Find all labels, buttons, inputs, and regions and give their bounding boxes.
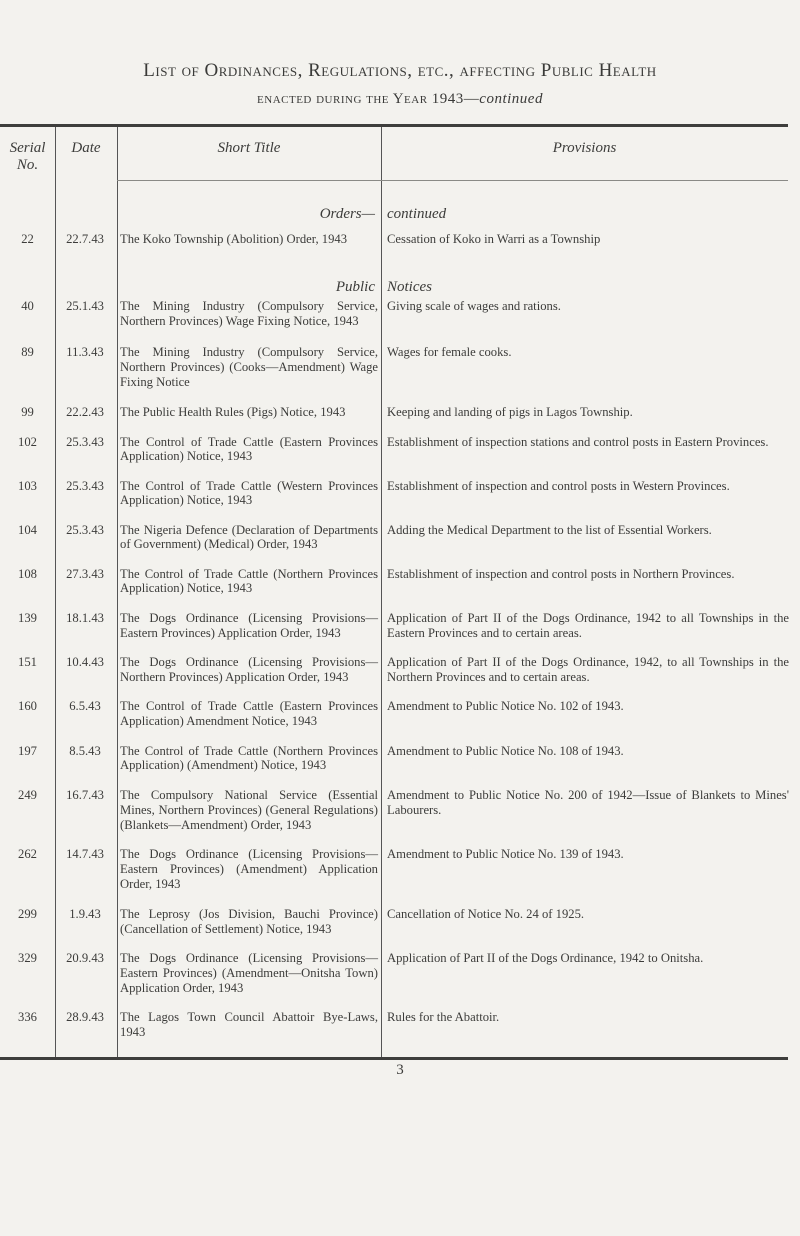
page-subtitle xyxy=(0,91,800,108)
serial-number: 108 xyxy=(18,566,37,581)
page-title: List of Ordinances, Regulations, etc., affecting Public Health xyxy=(143,60,657,81)
short-title: The Control of Trade Cattle (Northern Provinces Application) (Amendment) Notice, 1943 xyxy=(120,743,378,773)
row-date: 11.3.43 xyxy=(66,344,104,359)
serial-number: 160 xyxy=(18,698,37,713)
provisions: Application of Part II of the Dogs Ordinance, 1942 to Onitsha. xyxy=(387,951,704,966)
row-date: 27.3.43 xyxy=(66,566,104,581)
row-date: 25.3.43 xyxy=(66,478,104,493)
provisions: Rules for the Abattoir. xyxy=(387,1010,500,1025)
section-label-continued: continued xyxy=(387,206,447,222)
page-number: 3 xyxy=(396,1062,404,1078)
provisions: Cessation of Koko in Warri as a Township xyxy=(387,232,601,246)
provisions: Giving scale of wages and rations. xyxy=(387,299,561,314)
row-date: 28.9.43 xyxy=(66,1010,104,1025)
provisions: Amendment to Public Notice No. 200 of 1942—Issue of Blankets to Mines' Labourers. xyxy=(387,788,789,818)
section-label-public: Public xyxy=(335,278,375,295)
provisions: Establishment of inspection and control posts in Northern Provinces. xyxy=(387,566,735,581)
provisions: Establishment of inspection and control posts in Western Provinces. xyxy=(387,478,730,493)
row-date: 16.7.43 xyxy=(66,788,104,803)
row-date: 25.3.43 xyxy=(66,522,104,537)
serial-number: 151 xyxy=(18,654,37,669)
header-rule xyxy=(117,180,381,181)
header-serial-line2: No. xyxy=(16,157,39,173)
serial-number: 40 xyxy=(21,299,34,314)
provisions: Keeping and landing of pigs in Lagos Township. xyxy=(387,404,633,419)
serial-number: 197 xyxy=(18,743,37,758)
row-date: 25.1.43 xyxy=(66,299,104,314)
subtitle-continued: continued xyxy=(479,91,543,107)
table-bottom-rule xyxy=(0,1057,788,1060)
serial-number: 262 xyxy=(18,847,37,862)
short-title: The Control of Trade Cattle (Eastern Provinces Application) Amendment Notice, 1943 xyxy=(120,698,378,728)
short-title: The Koko Township (Abolition) Order, 1943 xyxy=(120,232,348,246)
short-title: The Dogs Ordinance (Licensing Provisions—Northern Provinces) Application Order, 1943 xyxy=(120,654,378,684)
row-date: 18.1.43 xyxy=(66,610,104,625)
provisions: Wages for female cooks. xyxy=(387,344,512,359)
serial-number: 103 xyxy=(18,478,37,493)
short-title: The Control of Trade Cattle (Northern Provinces Application) Notice, 1943 xyxy=(120,566,378,596)
short-title: The Dogs Ordinance (Licensing Provisions—Eastern Provinces) (Amendment—Onitsha Town) Application Order, 1943 xyxy=(120,951,378,995)
provisions: Cancellation of Notice No. 24 of 1925. xyxy=(387,907,585,922)
header-serial xyxy=(0,140,55,174)
section-label-orders: Orders— xyxy=(319,206,375,222)
header-provisions: Provisions xyxy=(552,140,617,156)
row-date: 22.2.43 xyxy=(66,404,104,419)
short-title: The Mining Industry (Compulsory Service, Northern Provinces) Wage Fixing Notice, 1943 xyxy=(120,299,378,329)
row-date: 10.4.43 xyxy=(66,654,104,669)
short-title: The Control of Trade Cattle (Western Provinces Application) Notice, 1943 xyxy=(120,478,378,508)
serial-number: 99 xyxy=(21,404,34,419)
subtitle-prefix: enacted during the Year 1943— xyxy=(257,91,480,107)
row-date: 6.5.43 xyxy=(69,698,101,713)
provisions: Amendment to Public Notice No. 108 of 1943. xyxy=(387,743,624,758)
header-rule xyxy=(381,180,788,181)
serial-number: 104 xyxy=(18,522,37,537)
header-date: Date xyxy=(71,140,101,156)
row-date: 20.9.43 xyxy=(66,951,104,966)
serial-number: 22 xyxy=(21,232,34,246)
short-title: The Dogs Ordinance (Licensing Provisions—Eastern Provinces) (Amendment) Application Order, 1943 xyxy=(120,847,378,891)
serial-number: 139 xyxy=(18,610,37,625)
header-serial-line1: Serial xyxy=(9,140,46,156)
serial-number: 336 xyxy=(18,1010,37,1025)
serial-number: 249 xyxy=(18,788,37,803)
row-date: 1.9.43 xyxy=(69,907,101,922)
row-date: 25.3.43 xyxy=(66,434,104,449)
column-divider xyxy=(117,127,118,1057)
short-title: The Public Health Rules (Pigs) Notice, 1943 xyxy=(120,404,346,419)
provisions: Application of Part II of the Dogs Ordinance, 1942, to all Townships in the Northern Provinces and to certain areas. xyxy=(387,654,789,684)
provisions: Amendment to Public Notice No. 102 of 1943. xyxy=(387,698,624,713)
header-short-title: Short Title xyxy=(217,140,281,156)
short-title: The Lagos Town Council Abattoir Bye-Laws, 1943 xyxy=(120,1010,378,1039)
short-title: The Compulsory National Service (Essential Mines, Northern Provinces) (General Regulations) (Blankets—Amendment) Order, 1943 xyxy=(120,788,378,833)
row-date: 8.5.43 xyxy=(69,743,101,758)
short-title: The Control of Trade Cattle (Eastern Provinces Application) Notice, 1943 xyxy=(120,434,378,464)
serial-number: 102 xyxy=(18,434,37,449)
serial-number: 299 xyxy=(18,907,37,922)
serial-number: 89 xyxy=(21,344,34,359)
column-divider xyxy=(381,127,382,1057)
short-title: The Mining Industry (Compulsory Service, Northern Provinces) (Cooks—Amendment) Wage Fixing Notice xyxy=(120,344,378,389)
row-date: 22.7.43 xyxy=(66,232,104,246)
provisions: Establishment of inspection stations and control posts in Eastern Provinces. xyxy=(387,434,769,449)
serial-number: 329 xyxy=(18,951,37,966)
provisions: Amendment to Public Notice No. 139 of 1943. xyxy=(387,847,624,862)
row-date: 14.7.43 xyxy=(66,847,104,862)
short-title: The Leprosy (Jos Division, Bauchi Province) (Cancellation of Settlement) Notice, 1943 xyxy=(120,907,378,936)
table-top-rule xyxy=(0,124,788,127)
provisions: Application of Part II of the Dogs Ordinance, 1942 to all Townships in the Eastern Provinces and to certain areas. xyxy=(387,610,789,640)
short-title: The Dogs Ordinance (Licensing Provisions—Eastern Provinces) Application Order, 1943 xyxy=(120,610,378,640)
provisions: Adding the Medical Department to the list of Essential Workers. xyxy=(387,522,712,537)
short-title: The Nigeria Defence (Declaration of Departments of Government) (Medical) Order, 1943 xyxy=(120,522,378,552)
section-label-notices: Notices xyxy=(387,278,432,295)
